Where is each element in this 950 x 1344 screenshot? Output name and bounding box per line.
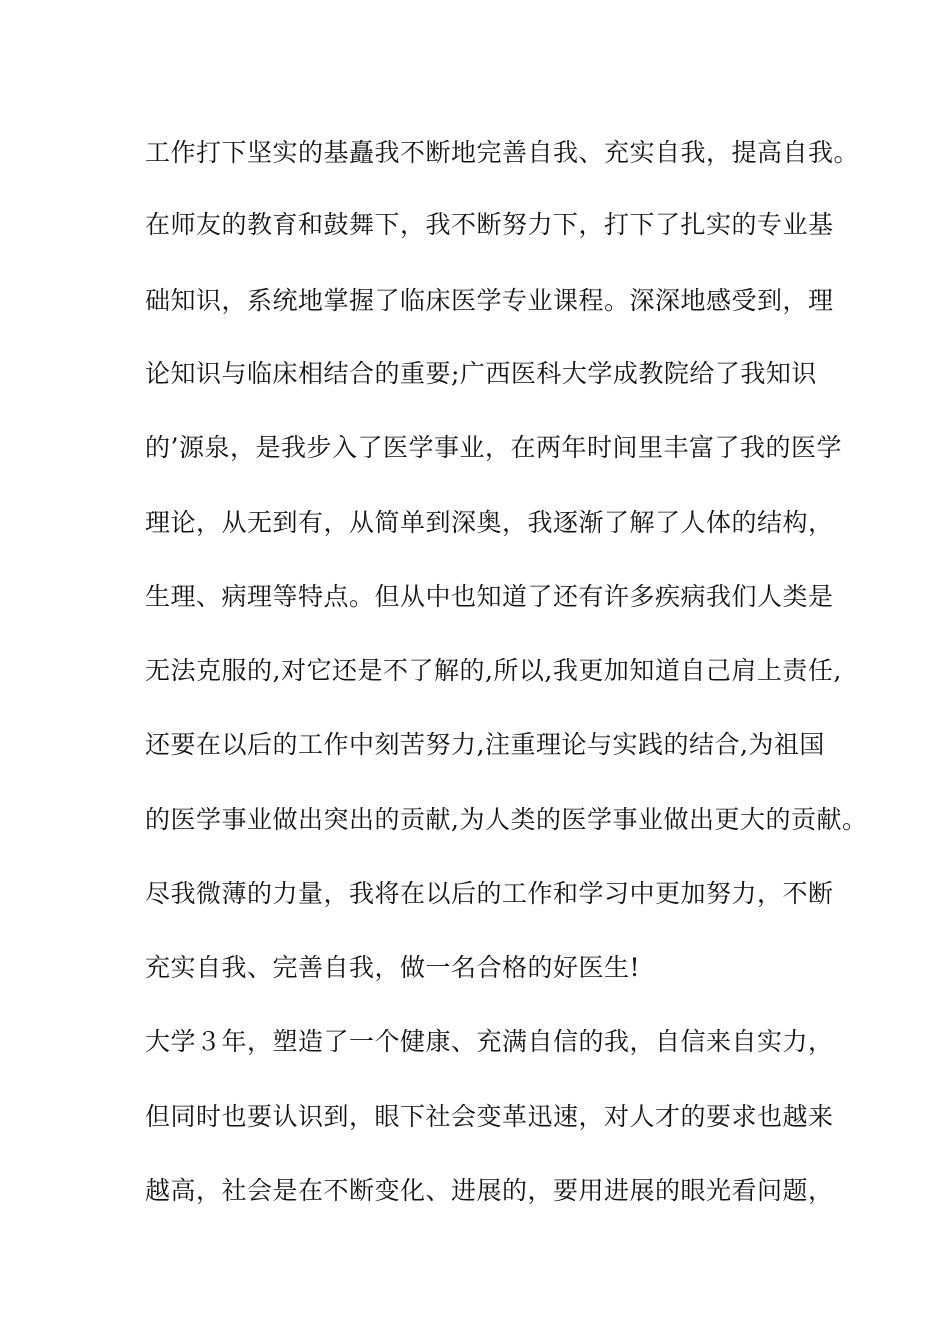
text-line: 充实自我、完善自我，做一名合格的好医生! (145, 953, 641, 982)
text-line: 大学３年，塑造了一个健康、充满自信的我，自信来自实力， (145, 1027, 834, 1056)
text-line: 尽我微薄的力量，我将在以后的工作和学习中更加努力，不断 (145, 879, 834, 908)
text-line: 无法克服的,对它还是不了解的,所以,我更加知道自己肩上责任, (145, 656, 842, 685)
text-line: 理论，从无到有，从简单到深奥，我逐渐了解了人体的结构， (145, 508, 834, 537)
text-line: 工作打下坚实的基矗我不断地完善自我、充实自我，提高自我。 (145, 138, 860, 167)
text-line: 的医学事业做出突出的贡献,为人类的医学事业做出更大的贡献。 (145, 805, 868, 834)
text-line: 础知识，系统地掌握了临床医学专业课程。深深地感受到，理 (145, 286, 834, 315)
text-line: 的’源泉，是我步入了医学事业，在两年时间里丰富了我的医学 (145, 433, 842, 462)
text-line: 论知识与临床相结合的重要;广西医科大学成教院给了我知识 (145, 359, 817, 388)
text-line: 在师友的教育和鼓舞下，我不断努力下，打下了扎实的专业基 (145, 210, 834, 239)
text-line: 越高，社会是在不断变化、进展的，要用进展的眼光看问题， (145, 1176, 834, 1205)
text-line: 生理、病理等特点。但从中也知道了还有许多疾病我们人类是 (145, 582, 834, 611)
text-line: 还要在以后的工作中刻苦努力,注重理论与实践的结合,为祖国 (145, 730, 825, 759)
text-line: 但同时也要认识到，眼下社会变革迅速，对人才的要求也越来 (145, 1102, 834, 1131)
